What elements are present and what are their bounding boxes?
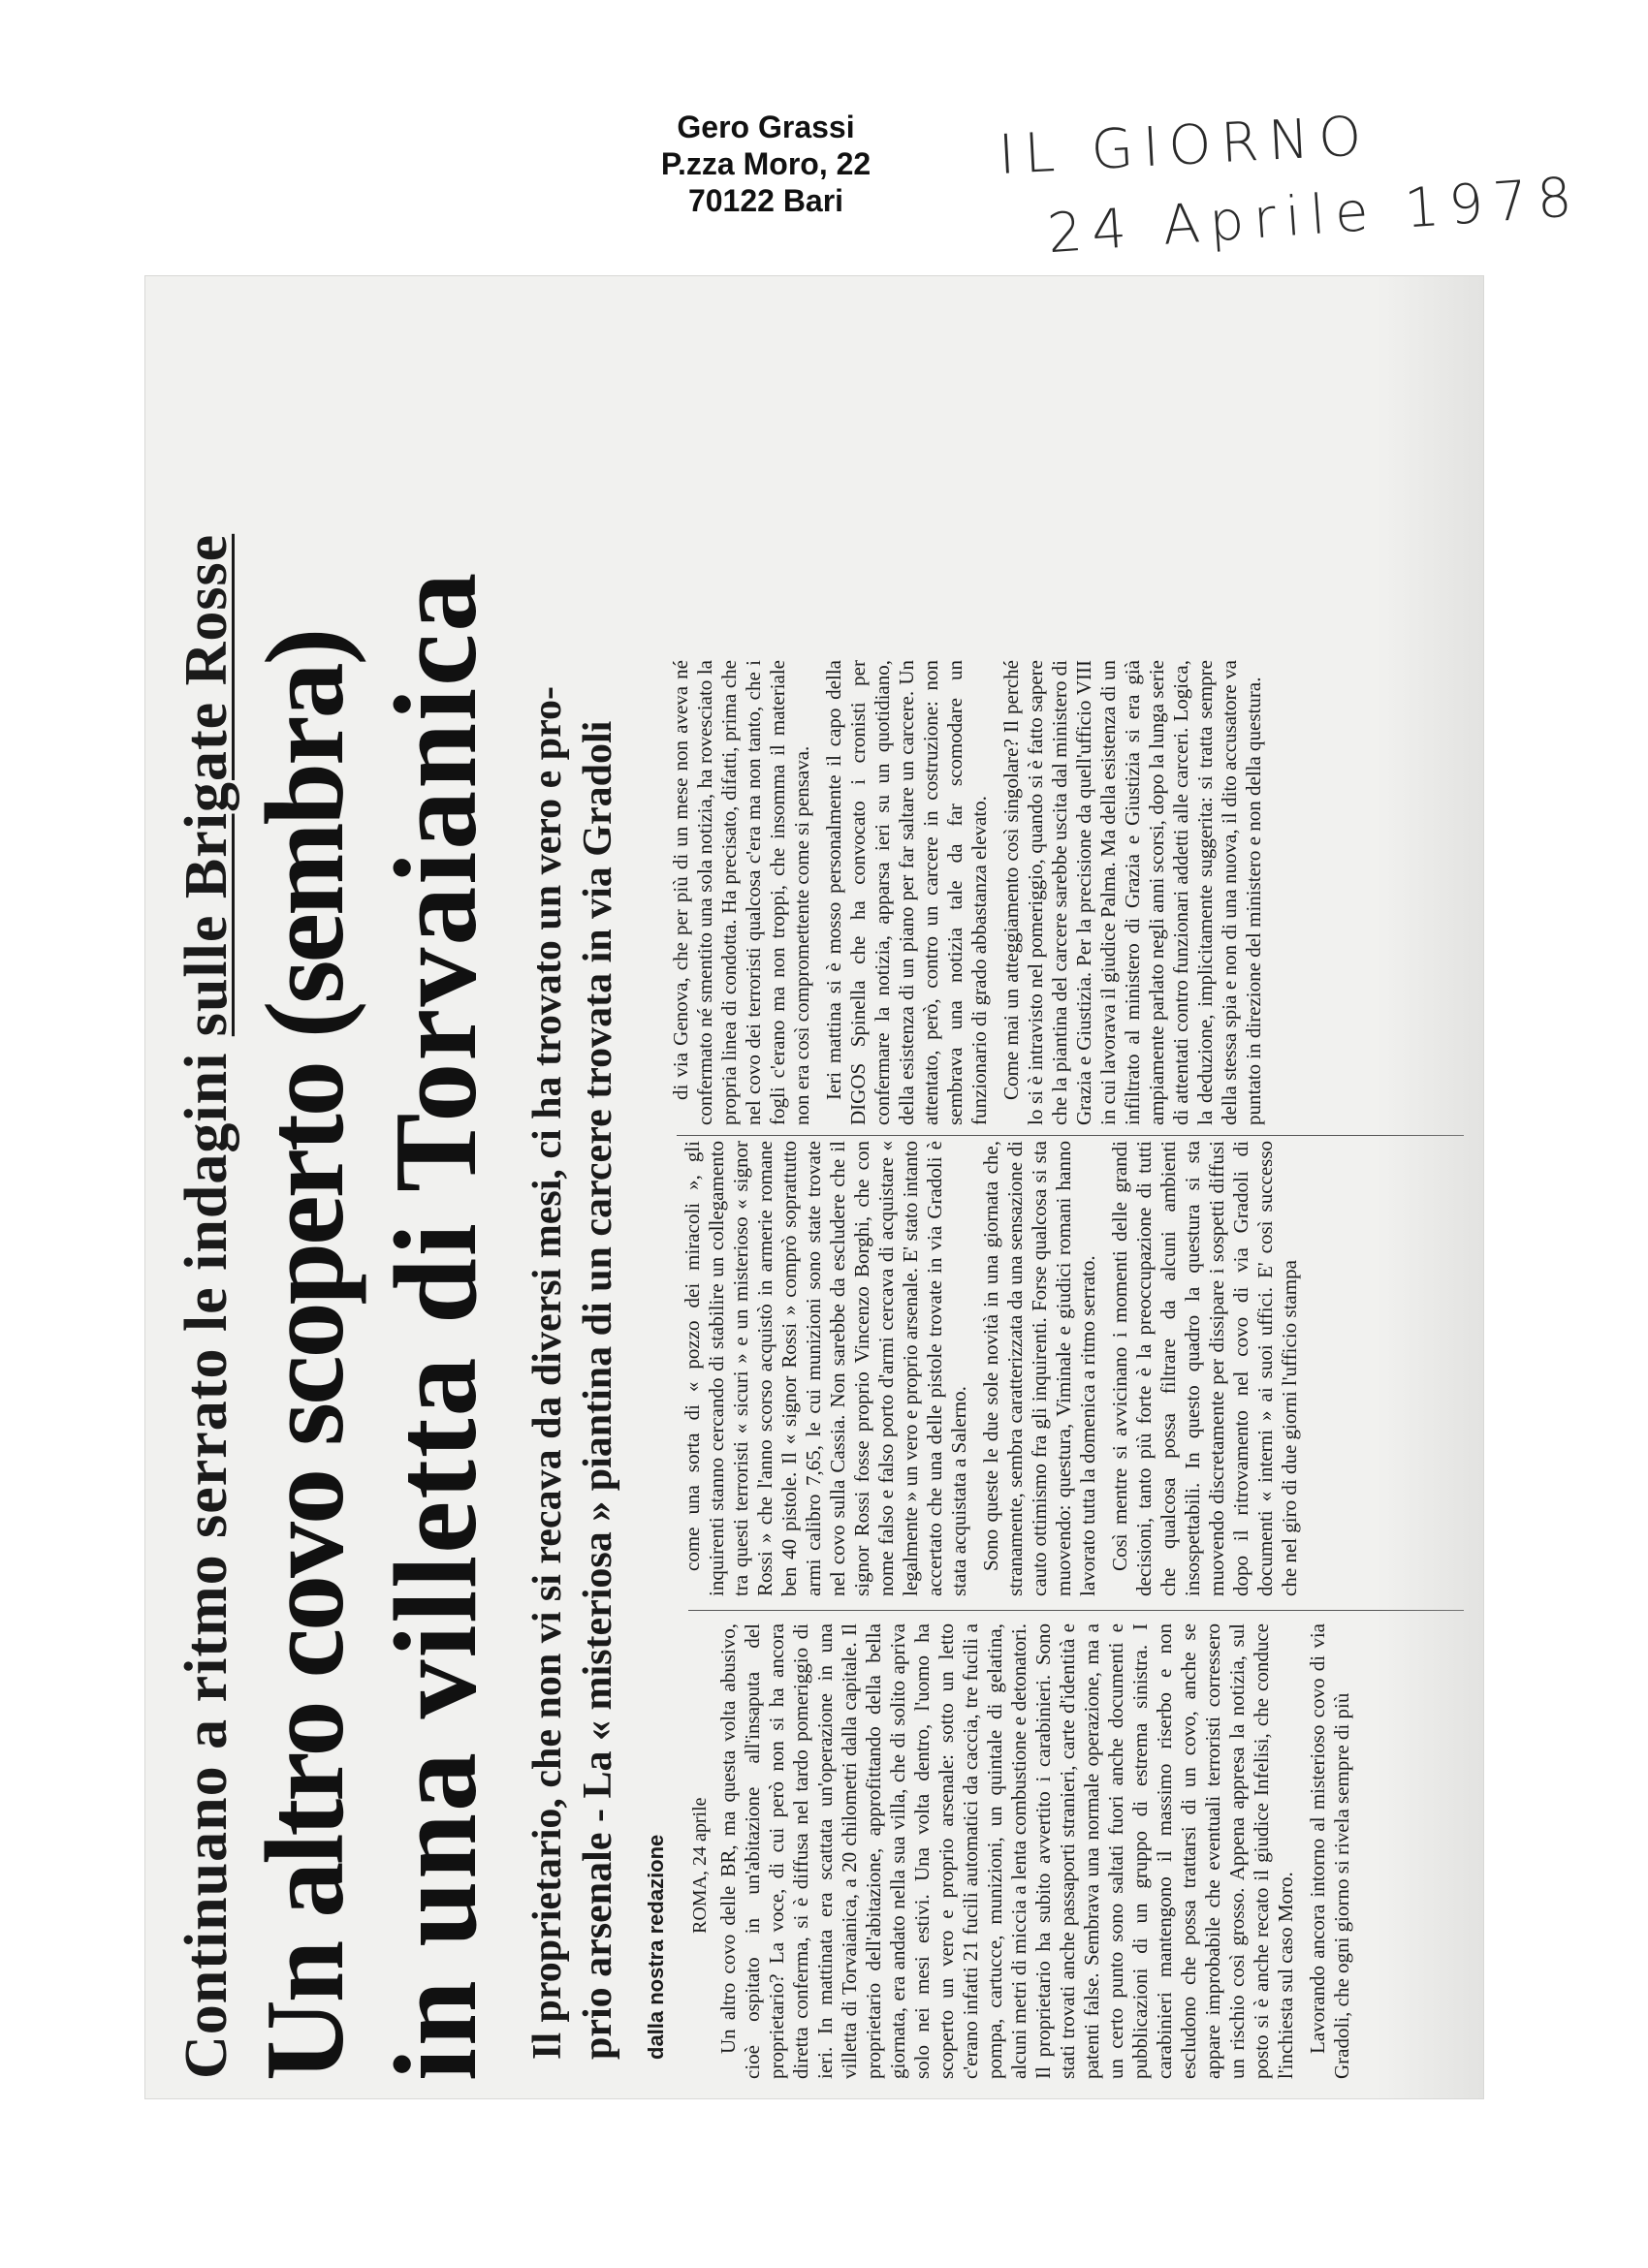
byline: dalla nostra redazione xyxy=(644,1834,668,2060)
paragraph: Un altro covo delle BR, ma questa volta abusivo, cioè ospitato in un'abitazione all'insaputa del proprietario? La voce, di cui però non si ha ancora diretta conferma, si è diffusa nel tardo pomeriggio di ieri. In mattinata era scattata un'operazione in una villetta di Torvaianica, a 20 chilometri dalla capitale. Il proprietario dell'abitazione, approfittando della bella giornata, era andato nella sua villa, che di solito apriva solo nei mesi estivi. Una volta dentro, l'uomo ha scoperto un vero e proprio arsenale: sotto un letto c'erano infatti 21 fucili automatici da caccia, tre fucili a pompa, cartucce, munizioni, un quintale di gelatina, alcuni metri di miccia a lenta combustione e detonatori. Il proprietario ha subito avvertito i carabinieri. Sono stati trovati anche passaporti stranieri, carte d'identità e patenti false. Sembrava una normale operazione, ma a un certo punto sono saltati fuori anche documenti e pubblicazioni di un gruppo di estrema sinistra. I carabinieri mantengono il massimo riserbo e non escludono che possa trattarsi di un covo, anche se appare improbabile che eventuali terroristi corressero un rischio così grosso. Appena appresa la notizia, sul posto si è anche recato il giudice Infelisi, che conduce l'inchiesta sul caso Moro. xyxy=(716,1623,1297,2079)
paragraph: Lavorando ancora intorno al misterioso covo di via Gradoli, che ogni giorno si rivela sempre di più xyxy=(1306,1623,1353,2079)
headline-line-1: Un altro covo scoperto (sembra) xyxy=(243,630,367,2081)
stamp-name: Gero Grassi xyxy=(677,110,855,144)
address-stamp xyxy=(620,109,911,219)
paragraph: Ieri mattina si è mosso personalmente il capo della DIGOS Spinella che ha convocato i cronisti per confermare la notizia, apparsa ieri su un quotidiano, della esistenza di un piano per far saltare un carcere. Un attentato, però, contro un carcere in costruzione: non sembrava una notizia tale da far scomodare un funzionario di grado abbastanza elevato. xyxy=(822,660,991,1125)
article-column-2 xyxy=(681,1141,1302,1596)
paragraph: Sono queste le due sole novità in una giornata che, stranamente, sembra caratterizzata da una sensazione di cauto ottimismo fra gli inquirenti. Forse qualcosa si sta muovendo: questura, Viminale e giudici romani hanno lavorato tutta la domenica a ritmo serrato. xyxy=(979,1141,1099,1596)
stamp-city: 70122 Bari xyxy=(687,183,844,218)
subhead-line-1: Il proprietario, che non vi si recava da diversi mesi, ci ha trovato un vero e pro- xyxy=(525,685,570,2060)
article-rotated xyxy=(145,276,1483,2098)
column-divider xyxy=(677,1135,1464,1136)
dateline: ROMA, 24 aprile xyxy=(689,1797,711,1934)
headline-line-2: in una villetta di Torvaianica xyxy=(370,570,501,2081)
handwritten-newspaper-name: IL GIORNO xyxy=(997,104,1373,188)
kicker-text: Continuano a ritmo serrato le indagini xyxy=(174,1036,239,2079)
kicker-underlined: sulle Brigate Rosse xyxy=(174,533,239,1037)
article-column-3 xyxy=(669,660,1266,1125)
stamp-street: P.zza Moro, 22 xyxy=(660,146,872,181)
subhead-line-2: prio arsenale - La « misteriosa » piantina di un carcere trovata in via Gradoli xyxy=(576,720,620,2060)
article-column-1 xyxy=(688,1623,1354,2079)
paper-edge-shadow xyxy=(1377,276,1483,2098)
column-divider xyxy=(688,1610,1464,1611)
paragraph: Come mai un atteggiamento così singolare? Il perché lo si è intravisto nel pomeriggio, quando si è fatto sapere che la piantina del carcere sarebbe uscita dal ministero di Grazia e Giustizia. Per la precisione da quell'ufficio VIII in cui lavorava il giudice Palma. Ma della esistenza di un infiltrato al ministero di Grazia e Giustizia si era già ampiamente parlato negli anni scorsi, dopo la lunga serie di attentati contro funzionari addetti alle carceri. Logica, la deduzione, implicitamente suggerita: si tratta sempre della stessa spia e non di una nuova, il dito accusatore va puntato in direzione del ministero e non della questura. xyxy=(999,660,1265,1125)
paragraph: di via Genova, che per più di un mese non aveva né confermato né smentito una sola notizia, ha rovesciato la propria linea di condotta. Ha precisato, difatti, prima che nel covo dei terroristi qualcosa c'era ma non tanto, che i fogli c'erano ma non troppi, che insomma il materiale non era così compromettente come si pensava. xyxy=(669,660,813,1125)
paragraph: come una sorta di « pozzo dei miracoli », gli inquirenti stanno cercando di stabilire un collegamento tra questi terroristi « sicuri » e un misterioso « signor Rossi » che l'anno scorso acquistò in armerie romane ben 40 pistole. Il « signor Rossi » comprò soprattutto armi calibro 7,65, le cui munizioni sono state trovate nel covo sulla Cassia. Non sarebbe da escludere che il signor Rossi fosse proprio Vincenzo Borghi, che con nome falso e falso porto d'armi cercava di acquistare « legalmente » un vero e proprio arsenale. E' stato intanto accertato che una delle pistole trovate in via Gradoli è stata acquistata a Salerno. xyxy=(681,1141,970,1596)
newspaper-clipping xyxy=(145,276,1483,2098)
article-kicker xyxy=(173,296,240,2079)
paragraph: Così mentre si avvicinano i momenti delle grandi decisioni, tanto più forte è la preoccupazione di tutti che qualcosa possa filtrare da alcuni ambienti insospettabili. In questo quadro la questura si sta muovendo discretamente per dissipare i sospetti diffusi dopo il ritrovamento nel covo di via Gradoli di documenti « interni » ai suoi uffici. E' così successo che nel giro di due giorni l'ufficio stampa xyxy=(1108,1141,1301,1596)
handwritten-date: 24 Aprile 1978 xyxy=(1045,165,1584,267)
